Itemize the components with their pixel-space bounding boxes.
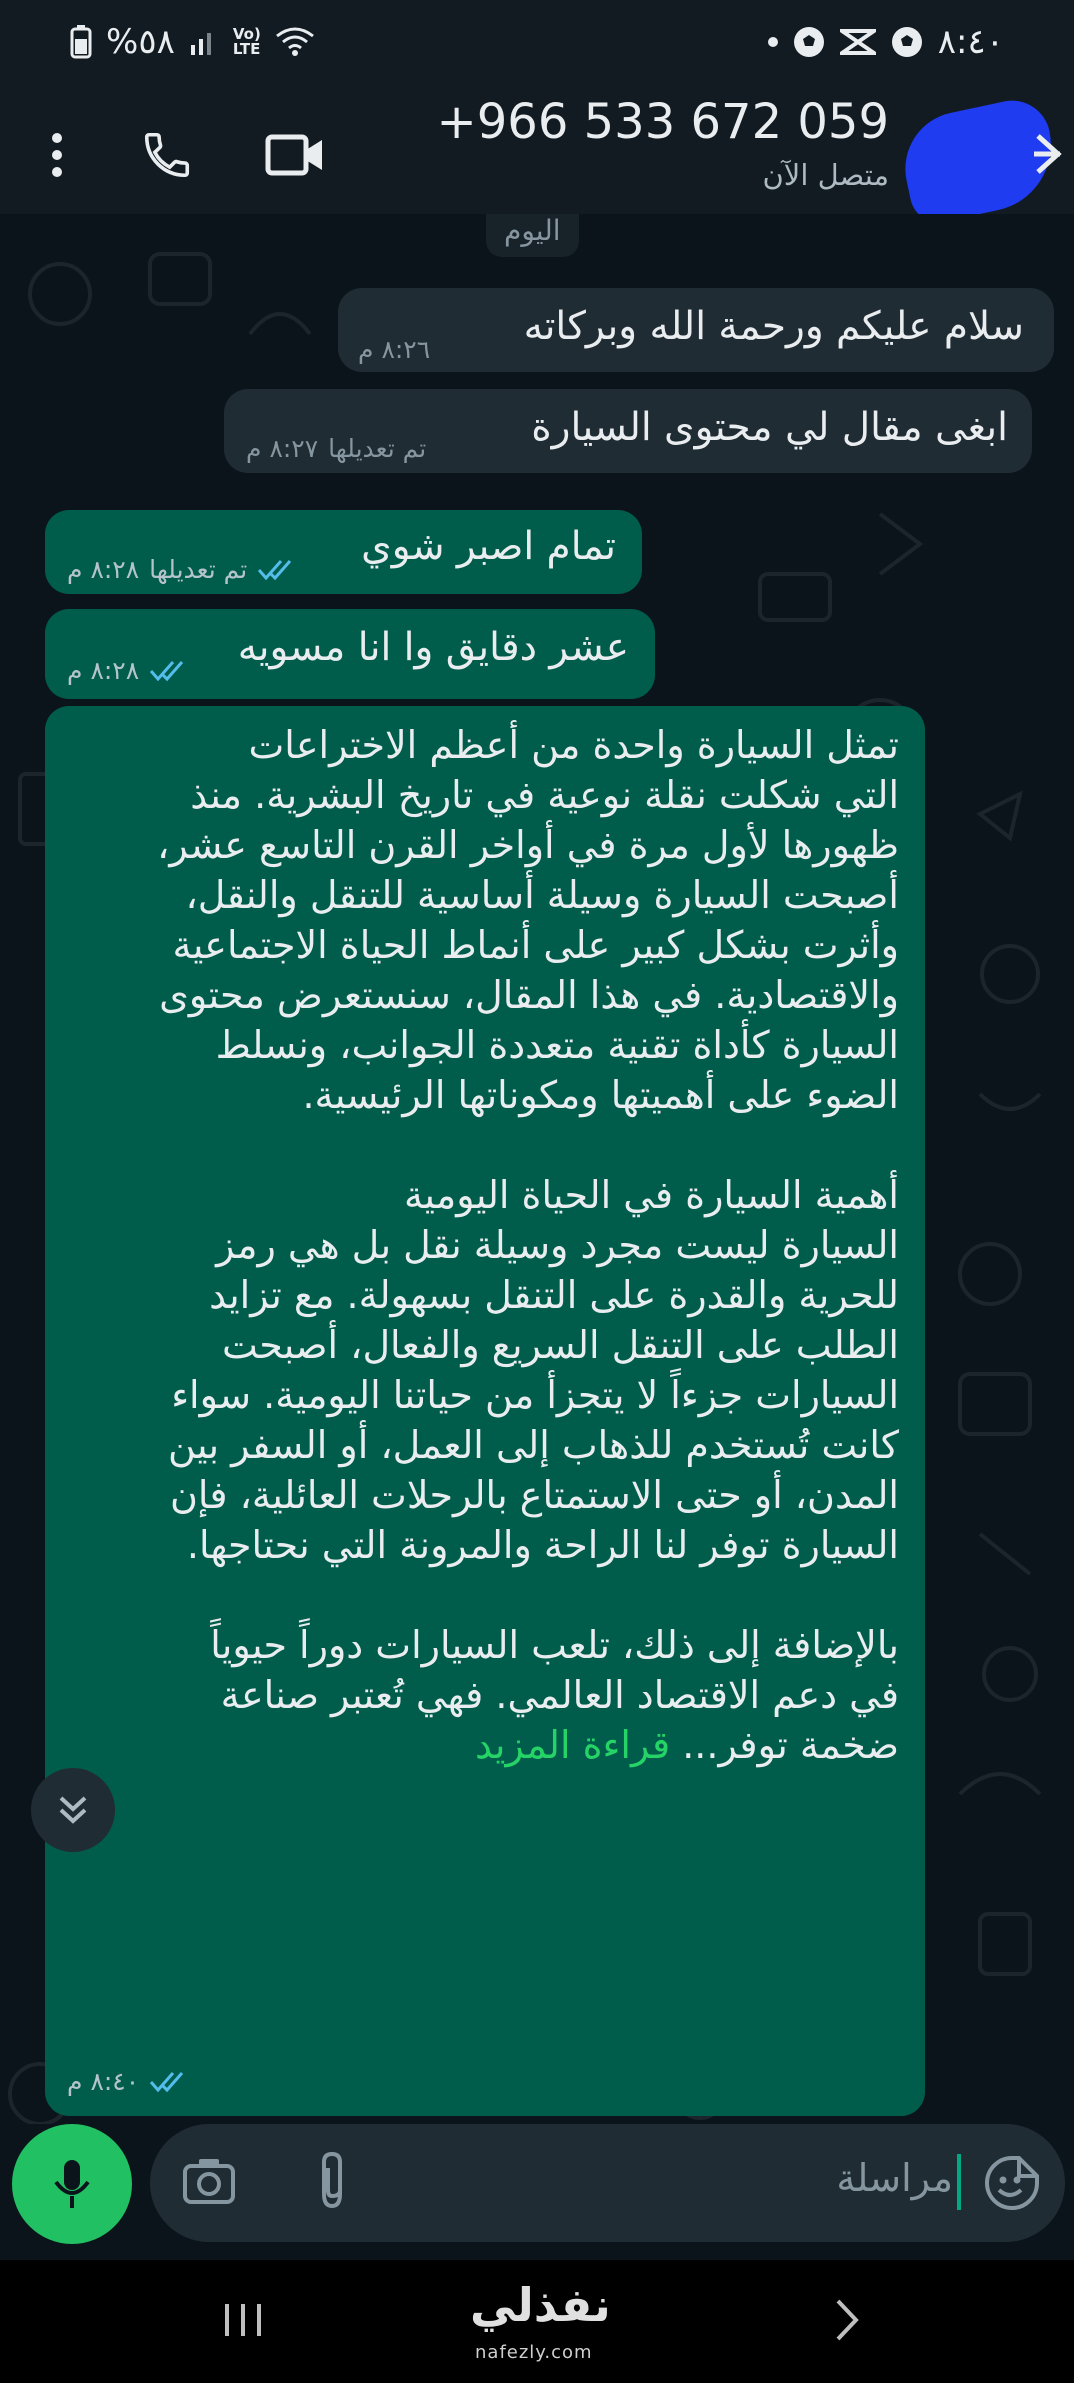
message-line: التي شكلت نقلة نوعية في تاريخ البشرية. منذ bbox=[190, 773, 899, 817]
system-nav-bar bbox=[0, 2260, 1074, 2383]
video-icon[interactable] bbox=[260, 120, 330, 190]
battery-saver-icon bbox=[70, 25, 92, 59]
message-meta bbox=[67, 2066, 189, 2099]
watermark-logo: نفذلي bbox=[470, 2278, 611, 2332]
text-cursor bbox=[957, 2154, 961, 2210]
football-icon bbox=[792, 25, 826, 59]
message-time: ٨:٢٨ م bbox=[67, 555, 140, 584]
volte-icon: Vo) LTE bbox=[232, 25, 261, 58]
message-text: عشر دقايق وا انا مسويه bbox=[237, 625, 629, 670]
back-arrow-icon[interactable] bbox=[1030, 124, 1070, 184]
mic-button[interactable] bbox=[12, 2124, 132, 2244]
message-line bbox=[157, 1570, 899, 1620]
signal-icon bbox=[189, 27, 219, 57]
chat-header bbox=[0, 90, 1074, 214]
message-bubble-outgoing[interactable] bbox=[45, 609, 655, 699]
watermark-site: nafezly.com bbox=[475, 2342, 593, 2363]
message-text: تمام اصبر شوي bbox=[361, 524, 616, 569]
phone-icon[interactable] bbox=[132, 120, 202, 190]
message-time: ٨:٤٠ م bbox=[67, 2067, 140, 2096]
message-placeholder: مراسلة bbox=[836, 2156, 953, 2200]
message-line: كانت تُستخدم للذهاب إلى العمل، أو السفر بين bbox=[168, 1423, 899, 1467]
recent-apps-icon[interactable] bbox=[208, 2290, 278, 2350]
notification-dot-icon bbox=[768, 37, 778, 47]
message-line: السيارة كأداة تقنية متعددة الجوانب، ونسلط bbox=[215, 1023, 899, 1067]
mic-icon bbox=[50, 2156, 94, 2212]
date-label: اليوم bbox=[486, 214, 579, 257]
message-text: سلام عليكم ورحمة الله وبركاته bbox=[523, 304, 1024, 349]
message-truncated-text: ضخمة توفر... bbox=[682, 1723, 899, 1767]
edited-label: تم تعديلها bbox=[149, 555, 248, 584]
status-left bbox=[70, 22, 315, 62]
message-line: السيارة ليست مجرد وسيلة نقل بل هي رمز bbox=[216, 1223, 899, 1267]
message-last-line bbox=[157, 1720, 899, 1770]
message-line: وأثرت بشكل كبير على أنماط الحياة الاجتماعية bbox=[172, 923, 899, 967]
message-line: للحرية والقدرة على التنقل بسهولة. مع تزايد bbox=[209, 1273, 899, 1317]
contact-name[interactable]: +966 533 672 059 bbox=[436, 94, 889, 150]
message-line: الضوء على أهميتها ومكوناتها الرئيسية. bbox=[302, 1073, 899, 1117]
scroll-to-bottom-button[interactable] bbox=[31, 1768, 115, 1852]
message-line: أهمية السيارة في الحياة اليومية bbox=[404, 1173, 899, 1217]
attach-icon[interactable] bbox=[312, 2150, 352, 2212]
message-line: والاقتصادية. في هذا المقال، سنستعرض محتوى bbox=[159, 973, 899, 1017]
message-meta bbox=[67, 554, 297, 587]
message-bubble-incoming[interactable] bbox=[224, 389, 1032, 473]
message-line: السيارات جزءاً لا يتجزأ من حياتنا اليومية. سواء bbox=[171, 1373, 899, 1417]
message-time: ٨:٢٧ م bbox=[246, 434, 319, 463]
app-notification-icon bbox=[840, 27, 876, 57]
message-text: ابغى مقال لي محتوى السيارة bbox=[531, 405, 1008, 450]
compose-bar bbox=[0, 2124, 1074, 2260]
message-line: ظهورها لأول مرة في أواخر القرن التاسع عشر، bbox=[157, 823, 899, 867]
emoji-icon[interactable] bbox=[983, 2154, 1041, 2212]
message-line: تمثل السيارة واحدة من أعظم الاختراعات bbox=[248, 723, 899, 767]
message-meta bbox=[67, 655, 189, 688]
message-line bbox=[157, 1120, 899, 1170]
contact-status: متصل الآن bbox=[762, 158, 889, 192]
message-line: بالإضافة إلى ذلك، تلعب السيارات دوراً حيوياً bbox=[210, 1623, 899, 1667]
message-line: السيارة توفر لنا الراحة والمرونة التي نحتاجها. bbox=[186, 1523, 899, 1567]
double-check-icon bbox=[257, 558, 297, 582]
long-message-body bbox=[157, 720, 899, 1770]
read-more-link[interactable]: قراءة المزيد bbox=[474, 1723, 671, 1767]
chevron-double-down-icon bbox=[53, 1790, 93, 1830]
message-line: أصبحت السيارة وسيلة أساسية للتنقل والنقل، bbox=[185, 873, 899, 917]
back-nav-icon[interactable] bbox=[812, 2290, 882, 2350]
wifi-icon bbox=[275, 26, 315, 58]
message-line: المدن، أو حتى الاستمتاع بالرحلات العائلية، فإن bbox=[169, 1473, 899, 1517]
double-check-icon bbox=[149, 2070, 189, 2094]
status-time: ٨:٤٠ bbox=[937, 22, 1004, 62]
message-line: الطلب على التنقل السريع والفعال، أصبحت bbox=[221, 1323, 899, 1367]
status-bar bbox=[0, 0, 1074, 90]
message-meta bbox=[246, 433, 426, 466]
camera-icon[interactable] bbox=[182, 2156, 236, 2206]
edited-label: تم تعديلها bbox=[328, 434, 427, 463]
football-icon-2 bbox=[890, 25, 924, 59]
message-input[interactable] bbox=[150, 2124, 1065, 2242]
message-bubble-outgoing-long[interactable] bbox=[45, 706, 925, 2116]
double-check-icon bbox=[149, 659, 189, 683]
message-bubble-outgoing[interactable] bbox=[45, 510, 642, 594]
status-right bbox=[768, 22, 1004, 62]
message-time: ٨:٢٨ م bbox=[67, 656, 140, 685]
battery-level: %٥٨ bbox=[106, 22, 175, 62]
chat-area[interactable] bbox=[0, 214, 1074, 2124]
more-vert-icon[interactable] bbox=[22, 120, 92, 190]
message-bubble-incoming[interactable] bbox=[338, 288, 1054, 372]
message-time: ٨:٢٦ م bbox=[358, 335, 431, 364]
message-line: في دعم الاقتصاد العالمي. فهي تُعتبر صناعة bbox=[220, 1673, 899, 1717]
